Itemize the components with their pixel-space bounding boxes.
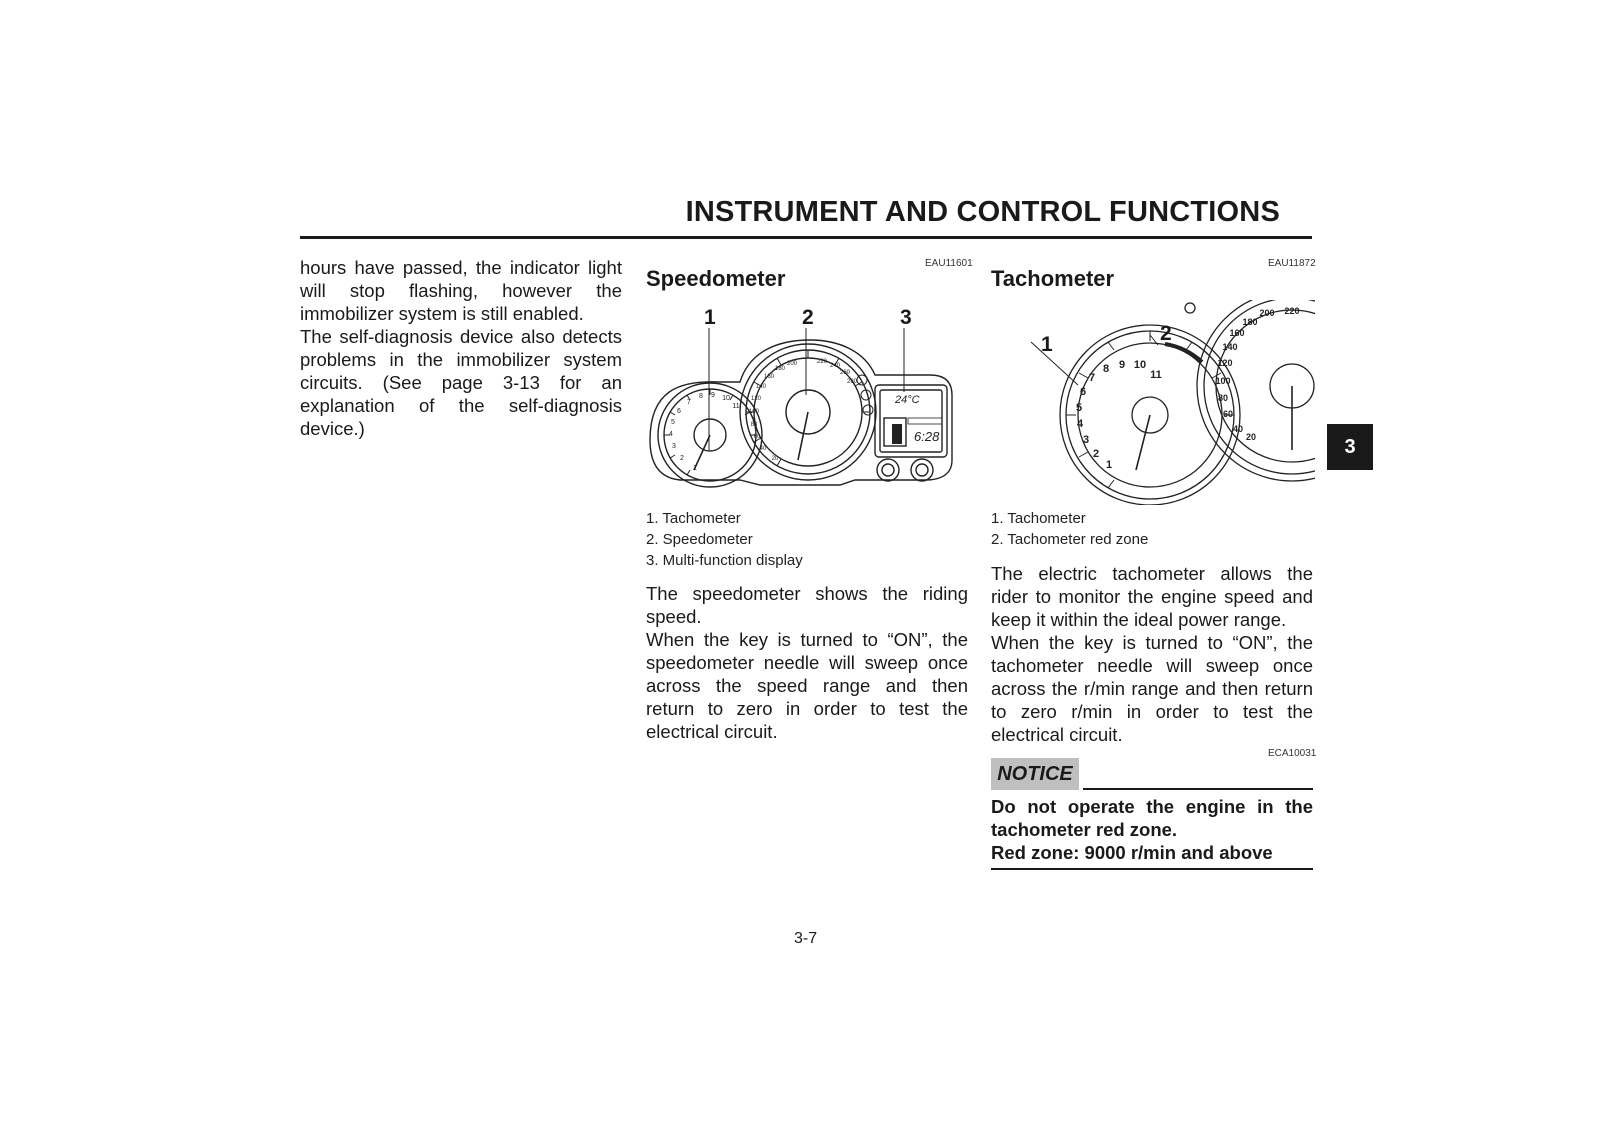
speed-num-140: 140 — [755, 384, 767, 390]
speedometer-code: EAU11601 — [925, 258, 973, 269]
tacho-small-num-7: 7 — [687, 399, 691, 406]
speed-num-80: 80 — [750, 422, 758, 428]
speed-num-160: 160 — [763, 374, 775, 380]
tspeed-num-60: 60 — [1222, 409, 1234, 419]
tspeed-num-40: 40 — [1232, 424, 1244, 434]
header-rule — [300, 236, 1312, 239]
speed-num-200: 200 — [786, 361, 798, 367]
tacho-num-6: 6 — [1079, 386, 1087, 398]
tspeed-num-20: 20 — [1245, 432, 1257, 442]
tachometer-code: EAU11872 — [1268, 258, 1316, 269]
tachometer-callout-1: 1 — [1041, 333, 1053, 356]
tachometer-callout-2: 2 — [1160, 322, 1172, 345]
tachometer-caption-1: 1. Tachometer — [991, 510, 1086, 527]
notice-line-2: Red zone: 9000 r/min and above — [991, 842, 1273, 863]
tacho-num-11: 11 — [1150, 369, 1162, 381]
speedometer-callout-3: 3 — [900, 306, 912, 329]
tachometer-body — [991, 562, 1313, 746]
tspeed-num-180: 180 — [1242, 317, 1258, 327]
speedometer-callout-1: 1 — [704, 306, 716, 329]
speed-num-40: 40 — [759, 446, 767, 452]
speedometer-illustration — [640, 300, 970, 500]
tacho-num-9: 9 — [1118, 359, 1126, 371]
notice-line-1: Do not operate the engine in the tachometer red zone. — [991, 796, 1313, 840]
page-number: 3-7 — [794, 930, 818, 947]
tacho-small-num-8: 8 — [699, 393, 703, 400]
speed-num-20: 20 — [771, 456, 779, 462]
speed-num-280: 280 — [846, 379, 858, 385]
tacho-small-num-1: 1 — [693, 465, 697, 472]
tacho-small-num-9: 9 — [711, 392, 715, 399]
speed-num-220: 220 — [816, 359, 828, 365]
tspeed-num-120: 120 — [1217, 358, 1233, 368]
tspeed-num-100: 100 — [1215, 376, 1231, 386]
left-paragraph-2: The self-diagnosis device also detects problems in the immobilizer system circuits. (See page 3-13 for an explanation of the self-diagnosis device.) — [300, 326, 622, 439]
speedometer-caption-2: 2. Speedometer — [646, 531, 753, 548]
tachometer-illustration — [1030, 300, 1315, 505]
speed-num-120: 120 — [750, 396, 762, 402]
tachometer-paragraph-1: The electric tachometer allows the rider to monitor the engine speed and keep it within the ideal power range. — [991, 563, 1313, 630]
tacho-small-num-3: 3 — [672, 443, 676, 450]
tacho-small-num-5: 5 — [671, 419, 675, 426]
speedometer-paragraph-1: The speedometer shows the riding speed. — [646, 583, 968, 627]
tspeed-num-160: 160 — [1229, 328, 1245, 338]
tachometer-paragraph-2: When the key is turned to “ON”, the tachometer needle will sweep once across the r/min range and then return to zero r/min in order to test the electrical circuit. — [991, 632, 1313, 745]
notice-label: NOTICE — [991, 758, 1079, 790]
speed-num-260: 260 — [839, 370, 851, 376]
tacho-num-8: 8 — [1102, 363, 1110, 375]
speedometer-caption-3: 3. Multi-function display — [646, 552, 803, 569]
tachometer-captions — [991, 508, 1148, 550]
tacho-num-2: 2 — [1092, 448, 1100, 460]
speed-num-60: 60 — [753, 434, 761, 440]
tspeed-num-200: 200 — [1259, 308, 1275, 318]
tacho-num-1: 1 — [1105, 459, 1113, 471]
display-temp: 24°C — [895, 394, 920, 406]
tacho-num-5: 5 — [1075, 402, 1083, 414]
speedometer-paragraph-2: When the key is turned to “ON”, the speedometer needle will sweep once across the speed range and then return to zero in order to test the electrical circuit. — [646, 629, 968, 742]
tacho-num-4: 4 — [1076, 418, 1084, 430]
tacho-small-num-4: 4 — [669, 431, 673, 438]
notice-bottom-rule — [991, 868, 1313, 870]
speedometer-captions — [646, 508, 803, 571]
speedometer-callout-2: 2 — [802, 306, 814, 329]
display-clock: 6:28 — [914, 429, 940, 444]
speedometer-body — [646, 582, 968, 743]
tspeed-num-140: 140 — [1222, 342, 1238, 352]
speed-num-100: 100 — [748, 409, 760, 415]
tspeed-num-220: 220 — [1284, 306, 1300, 316]
tacho-num-7: 7 — [1088, 372, 1096, 384]
tacho-small-num-11: 11 — [732, 403, 740, 410]
tacho-num-3: 3 — [1082, 434, 1090, 446]
tacho-small-num-10: 10 — [722, 395, 730, 402]
tacho-small-num-6: 6 — [677, 408, 681, 415]
speed-num-180: 180 — [774, 366, 786, 372]
notice-rule — [1083, 788, 1313, 790]
tachometer-title: Tachometer — [991, 266, 1115, 291]
speedometer-title: Speedometer — [646, 266, 786, 291]
left-column — [300, 256, 622, 440]
speedometer-caption-1: 1. Tachometer — [646, 510, 741, 527]
notice-code: ECA10031 — [1268, 748, 1317, 759]
tspeed-num-80: 80 — [1217, 393, 1229, 403]
speed-num-240: 240 — [829, 363, 841, 369]
left-paragraph-1: hours have passed, the indicator light will stop flashing, however the immobilizer system is still enabled. — [300, 257, 622, 324]
tacho-small-num-2: 2 — [680, 455, 684, 462]
page-title: INSTRUMENT AND CONTROL FUNCTIONS — [685, 196, 1280, 228]
notice-text — [991, 795, 1313, 864]
tacho-num-10: 10 — [1133, 359, 1147, 371]
chapter-tab: 3 — [1327, 424, 1373, 470]
tachometer-caption-2: 2. Tachometer red zone — [991, 531, 1149, 548]
